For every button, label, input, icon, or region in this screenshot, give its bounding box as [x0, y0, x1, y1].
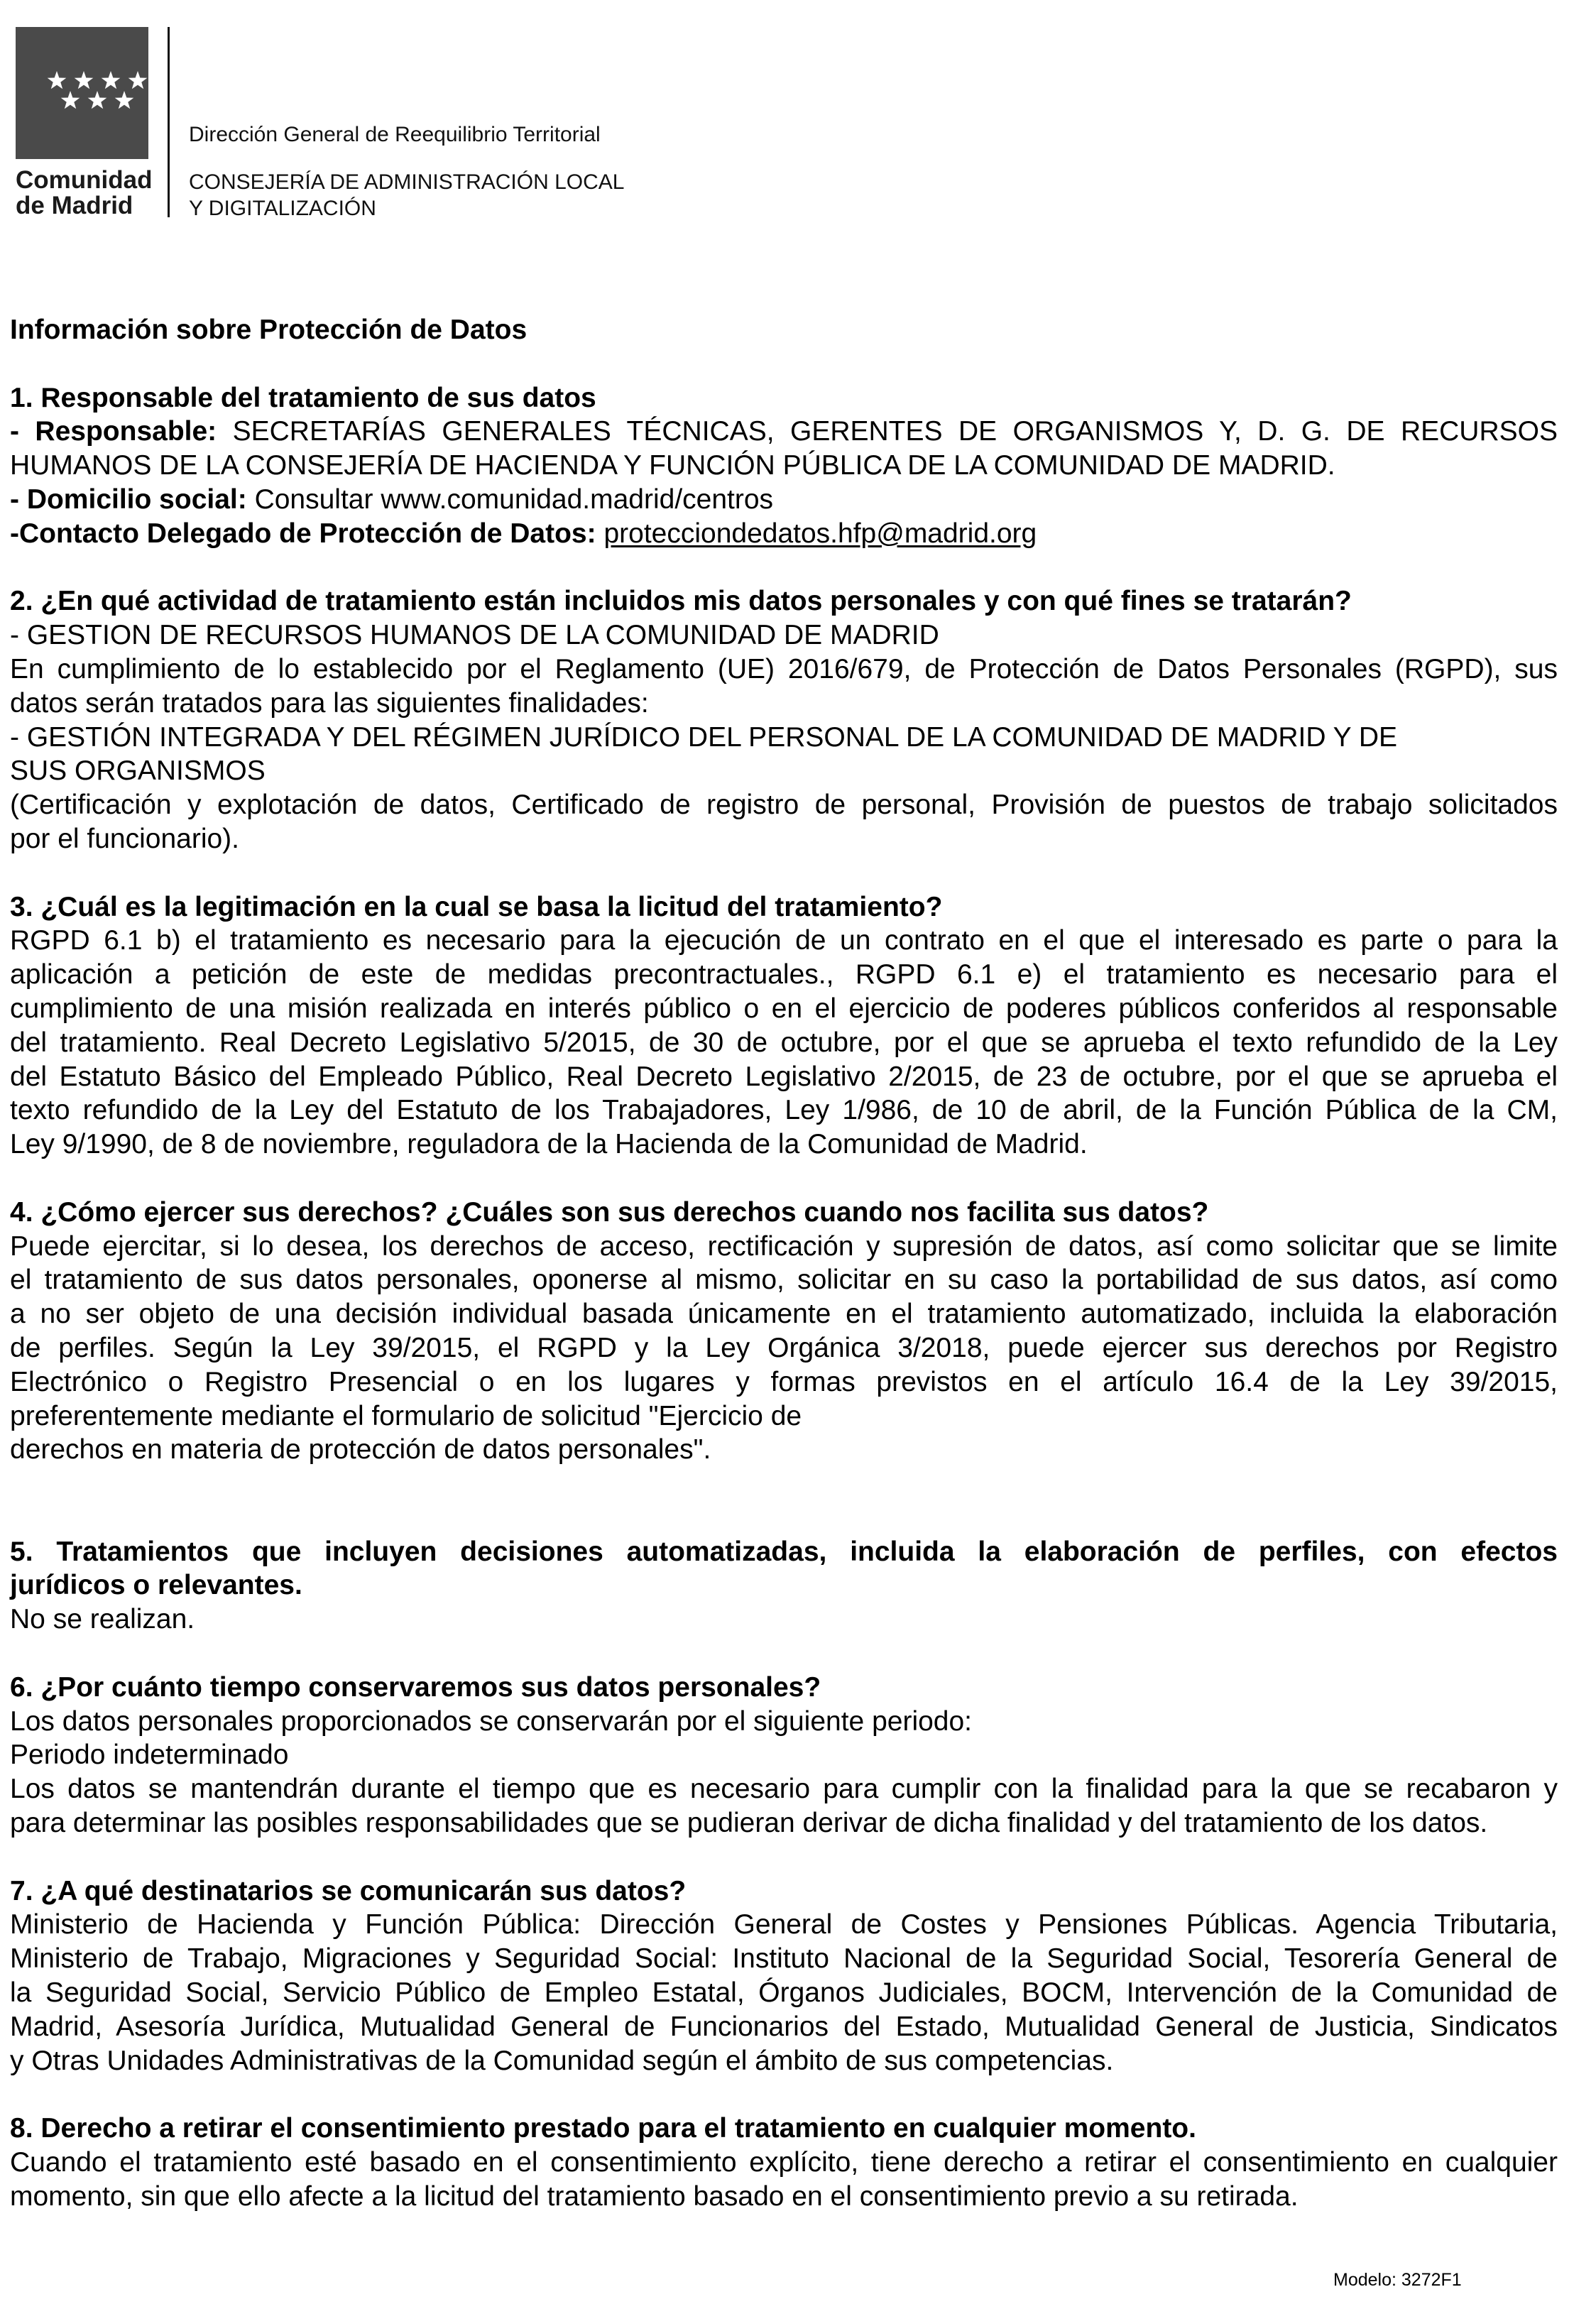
text: derechos en materia de protección de datos personales". [10, 1434, 711, 1465]
text-line [10, 415, 1558, 449]
text-line [10, 890, 1558, 924]
text: En cumplimiento de lo establecido por el Reglamento (UE) 2016/679, de Protección de Datos Personales (RGPD), sus [10, 653, 1558, 684]
bold-text: - Domicilio social: [10, 484, 247, 515]
bold-text: 8. Derecho a retirar el consentimiento prestado para el tratamiento en cualquier momento. [10, 2113, 1196, 2144]
text-line [10, 924, 1558, 958]
blank-line [10, 1840, 1558, 1874]
text: la Seguridad Social, Servicio Público de Empleo Estatal, Órganos Judiciales, BOCM, Intervención de la Comunidad de [10, 1977, 1558, 2009]
text-line [10, 449, 1558, 483]
text: cumplimiento de una misión realizada en interés público o en el ejercicio de poderes públicos conferidos al responsable [10, 993, 1558, 1024]
text: Electrónico o Registro Presencial o en los lugares y formas previstos en el artículo 16.4 de la Ley 39/2015, [10, 1366, 1558, 1397]
text: Ministerio de Trabajo, Migraciones y Seguridad Social: Instituto Nacional de la Seguridad Social, Tesorería General de [10, 1943, 1558, 1975]
text-line [10, 687, 1558, 721]
text-line [10, 958, 1558, 992]
text: por el funcionario). [10, 823, 240, 854]
text: Puede ejercitar, si lo desea, los derechos de acceso, rectificación y supresión de datos, así como solicitar que se limite [10, 1230, 1558, 1262]
text: del tratamiento. Real Decreto Legislativo 5/2015, de 30 de octubre, por el que se aprueba el texto refundido de la Ley [10, 1027, 1558, 1058]
text-line [10, 1806, 1558, 1840]
text: Los datos se mantendrán durante el tiempo que es necesario para cumplir con la finalidad para la que se recabaron y [10, 1774, 1558, 1805]
text: - GESTIÓN INTEGRADA Y DEL RÉGIMEN JURÍDICO DEL PERSONAL DE LA COMUNIDAD DE MADRID Y DE [10, 721, 1397, 753]
text: - GESTION DE RECURSOS HUMANOS DE LA COMUNIDAD DE MADRID [10, 620, 939, 651]
text [596, 518, 604, 549]
bold-text: 2. ¿En qué actividad de tratamiento están incluidos mis datos personales y con qué fines se tratarán? [10, 586, 1352, 617]
text-line [10, 1535, 1558, 1569]
text-line [10, 2044, 1558, 2078]
blank-line [10, 856, 1558, 890]
blank-line [10, 1637, 1558, 1671]
text-line [10, 2180, 1558, 2214]
blank-line [10, 1467, 1558, 1501]
text-line [10, 1705, 1558, 1739]
logo-text-comunidad: Comunidad [16, 166, 153, 194]
document-body [10, 313, 1558, 2214]
text-line [10, 2146, 1558, 2180]
text: Consultar www.comunidad.madrid/centros [246, 484, 774, 515]
text-line [10, 584, 1558, 618]
form-model-number: Modelo: 3272F1 [1333, 2270, 1462, 2290]
text-line [10, 1399, 1558, 1434]
bold-text: 1. Responsable del tratamiento de sus datos [10, 382, 596, 413]
text: RGPD 6.1 b) el tratamiento es necesario para la ejecución de un contrato en el que el interesado es parte o para la [10, 925, 1558, 956]
bold-text: 5. Tratamientos que incluyen decisiones automatizadas, incluida la elaboración de perfiles, con efectos [10, 1536, 1558, 1567]
text-line [10, 1874, 1558, 1909]
text-line [10, 1671, 1558, 1705]
bold-text: -Contacto Delegado de Protección de Datos: [10, 518, 596, 549]
text: (Certificación y explotación de datos, Certificado de registro de personal, Provisión de puestos de trabajo solicitados [10, 790, 1558, 821]
text-line [10, 1738, 1558, 1772]
bold-text: Información sobre Protección de Datos [10, 315, 528, 345]
text-line [10, 1942, 1558, 1976]
text-line [10, 1331, 1558, 1365]
header-divider [168, 27, 170, 217]
blank-line [10, 551, 1558, 585]
text: de perfiles. Según la Ley 39/2015, el RGPD y la Ley Orgánica 3/2018, puede ejercer sus derechos por Registro [10, 1332, 1558, 1363]
text-line [10, 1060, 1558, 1094]
text-line [10, 2112, 1558, 2146]
text-line [10, 313, 1558, 347]
text-line [10, 653, 1558, 687]
text: SUS ORGANISMOS [10, 755, 266, 787]
text: y Otras Unidades Administrativas de la Comunidad según el ámbito de sus competencias. [10, 2045, 1114, 2076]
text: el tratamiento de sus datos personales, oponerse al mismo, solicitar en su caso la portabilidad de sus datos, así como [10, 1265, 1558, 1296]
blank-line [10, 2078, 1558, 2112]
direccion-general: Dirección General de Reequilibrio Territorial [189, 123, 601, 146]
text-line [10, 721, 1558, 755]
bold-text: 4. ¿Cómo ejercer sus derechos? ¿Cuáles son sus derechos cuando nos facilita sus datos? [10, 1196, 1209, 1228]
text: No se realizan. [10, 1604, 195, 1635]
text-line [10, 1026, 1558, 1060]
text-line [10, 1976, 1558, 2010]
text-line [10, 1568, 1558, 1603]
text-line [10, 822, 1558, 856]
blank-line [10, 347, 1558, 381]
text: momento, sin que ello afecte a la licitud del tratamiento basado en el consentimiento previo a su retirada. [10, 2180, 1299, 2212]
text: SECRETARÍAS GENERALES TÉCNICAS, GERENTES DE ORGANISMOS Y, D. G. DE RECURSOS [217, 416, 1558, 447]
text: a no ser objeto de una decisión individual basada únicamente en el tratamiento automatizado, incluida la elaboración [10, 1299, 1558, 1330]
text: datos serán tratados para las siguientes finalidades: [10, 687, 649, 719]
bold-text: - Responsable: [10, 416, 217, 447]
text-line [10, 381, 1558, 415]
bold-text: 7. ¿A qué destinatarios se comunicarán sus datos? [10, 1875, 687, 1906]
text: Ley 9/1990, de 8 de noviembre, reguladora de la Hacienda de la Comunidad de Madrid. [10, 1129, 1088, 1160]
text-line [10, 517, 1558, 551]
text-line [10, 1093, 1558, 1128]
logo-text-de-madrid: de Madrid [16, 192, 133, 219]
text-line [10, 2010, 1558, 2044]
text-line [10, 1128, 1558, 1162]
text: del Estatuto Básico del Empleado Público, Real Decreto Legislativo 2/2015, de 23 de octubre, por el que se aprueba el [10, 1061, 1558, 1092]
text: HUMANOS DE LA CONSEJERÍA DE HACIENDA Y FUNCIÓN PÚBLICA DE LA COMUNIDAD DE MADRID. [10, 450, 1335, 481]
text: Cuando el tratamiento esté basado en el consentimiento explícito, tiene derecho a retirar el consentimiento en cualquier [10, 2147, 1558, 2178]
text-line [10, 992, 1558, 1026]
text: Los datos personales proporcionados se conservarán por el siguiente periodo: [10, 1705, 973, 1737]
text-line [10, 788, 1558, 822]
dpo-email-link[interactable]: protecciondedatos.hfp@madrid.org [603, 518, 1037, 549]
consejeria-line1: CONSEJERÍA DE ADMINISTRACIÓN LOCAL [189, 170, 625, 194]
text-line [10, 1263, 1558, 1297]
text-line [10, 1433, 1558, 1467]
blank-line [10, 1162, 1558, 1196]
text: Ministerio de Hacienda y Función Pública: Dirección General de Costes y Pensiones Públicas. Agencia Tributaria, [10, 1909, 1558, 1940]
text-line [10, 1365, 1558, 1399]
text-line [10, 754, 1558, 788]
consejeria-line2: Y DIGITALIZACIÓN [189, 197, 376, 220]
text: preferentemente mediante el formulario de solicitud "Ejercicio de [10, 1400, 802, 1431]
blank-line [10, 1501, 1558, 1535]
text-line [10, 1297, 1558, 1331]
comunidad-de-madrid-logo [16, 27, 148, 159]
text-line [10, 1772, 1558, 1806]
bold-text: jurídicos o relevantes. [10, 1570, 302, 1601]
text: para determinar las posibles responsabilidades que se pudieran derivar de dicha finalidad y del tratamiento de los datos. [10, 1808, 1488, 1839]
text-line [10, 618, 1558, 653]
text-line [10, 1908, 1558, 1942]
bold-text: 3. ¿Cuál es la legitimación en la cual se basa la licitud del tratamiento? [10, 891, 943, 922]
text: aplicación a petición de este de medidas precontractuales., RGPD 6.1 e) el tratamiento es necesario para el [10, 959, 1558, 990]
text-line [10, 483, 1558, 517]
seven-stars-icon [16, 27, 148, 159]
text: Periodo indeterminado [10, 1740, 289, 1771]
text-line [10, 1603, 1558, 1637]
text-line [10, 1196, 1558, 1230]
text: Madrid, Asesoría Jurídica, Mutualidad General de Funcionarios del Estado, Mutualidad General de Justicia, Sindicatos [10, 2011, 1558, 2042]
bold-text: 6. ¿Por cuánto tiempo conservaremos sus datos personales? [10, 1671, 821, 1703]
text-line [10, 1230, 1558, 1264]
text: texto refundido de la Ley del Estatuto de los Trabajadores, Ley 1/986, de 10 de abril, de la Función Pública de la CM, [10, 1095, 1558, 1126]
